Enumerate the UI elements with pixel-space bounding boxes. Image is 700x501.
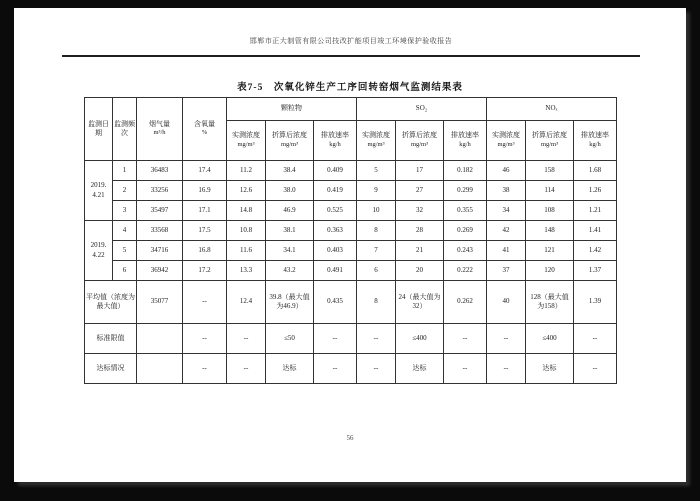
cell-so2-rate: 0.269 — [444, 221, 487, 241]
cell-pm-converted: 43.2 — [266, 261, 314, 281]
cell-so2-converted: 32 — [396, 201, 444, 221]
cell-pm-rate: 0.409 — [314, 161, 357, 181]
cell-pm-rate: 0.403 — [314, 241, 357, 261]
cell-nox-converted: 158 — [526, 161, 574, 181]
oxygen-unit: % — [201, 129, 208, 137]
cell-flue: 35497 — [137, 201, 183, 221]
cell-pm-rate: 0.363 — [314, 221, 357, 241]
cell-nox-measured: 41 — [487, 241, 526, 261]
subcol-nox-measured: 实测浓度 mg/m³ — [487, 121, 526, 161]
cell-oxygen: 17.2 — [183, 261, 227, 281]
header-row-groups — [85, 98, 617, 121]
cell-so2-converted: 24（最大值为32） — [396, 281, 444, 324]
cell-flue: 33568 — [137, 221, 183, 241]
cell-nox-measured: 46 — [487, 161, 526, 181]
table-title: 表7-5 次氧化锌生产工序回转窑烟气监测结果表 — [237, 83, 463, 93]
flue-gas-unit: m³/h — [153, 129, 166, 137]
cell-pm-measured: 10.8 — [227, 221, 266, 241]
cell-date-group-2: 2019. 4.22 — [85, 221, 113, 281]
cell-nox-measured: 40 — [487, 281, 526, 324]
cell-nox-converted: 121 — [526, 241, 574, 261]
cell-so2-measured: 5 — [357, 161, 396, 181]
cell-pm-rate: -- — [314, 324, 357, 354]
cell-nox-rate: 1.39 — [574, 281, 617, 324]
cell-so2-measured: -- — [357, 354, 396, 384]
cell-flue — [137, 324, 183, 354]
cell-flue: 35077 — [137, 281, 183, 324]
cell-so2-rate: 0.355 — [444, 201, 487, 221]
cell-pm-converted: 38.4 — [266, 161, 314, 181]
cell-pm-measured: 12.6 — [227, 181, 266, 201]
cell-nox-measured: 34 — [487, 201, 526, 221]
cell-pm-converted: 34.1 — [266, 241, 314, 261]
cell-pm-measured: 11.2 — [227, 161, 266, 181]
header-rule — [62, 55, 640, 57]
cell-nox-converted: ≤400 — [526, 324, 574, 354]
cell-frequency: 1 — [113, 161, 137, 181]
cell-pm-measured: 11.6 — [227, 241, 266, 261]
cell-nox-rate: -- — [574, 324, 617, 354]
subcol-pm-rate: 排放速率 kg/h — [314, 121, 357, 161]
standard-limit-row — [85, 324, 617, 354]
cell-oxygen: 17.4 — [183, 161, 227, 181]
subcol-pm-measured: 实测浓度 mg/m³ — [227, 121, 266, 161]
page-number: 56 — [346, 434, 354, 442]
cell-oxygen: -- — [183, 354, 227, 384]
compliance-label: 达标情况 — [85, 354, 137, 384]
cell-pm-measured: -- — [227, 324, 266, 354]
standard-label: 标准限值 — [85, 324, 137, 354]
cell-pm-rate: -- — [314, 354, 357, 384]
subcol-so2-measured: 实测浓度 mg/m³ — [357, 121, 396, 161]
cell-nox-rate: 1.26 — [574, 181, 617, 201]
cell-oxygen: 16.9 — [183, 181, 227, 201]
cell-date-group-1: 2019. 4.21 — [85, 161, 113, 221]
cell-pm-rate: 0.419 — [314, 181, 357, 201]
cell-oxygen: 17.1 — [183, 201, 227, 221]
cell-so2-measured: 6 — [357, 261, 396, 281]
cell-so2-rate: 0.222 — [444, 261, 487, 281]
col-header-oxygen — [183, 98, 227, 161]
group-header-nox: NOₓ — [487, 98, 617, 121]
cell-oxygen: 17.5 — [183, 221, 227, 241]
cell-frequency: 6 — [113, 261, 137, 281]
cell-oxygen: 16.8 — [183, 241, 227, 261]
cell-frequency: 5 — [113, 241, 137, 261]
cell-so2-measured: 8 — [357, 281, 396, 324]
cell-nox-rate: 1.21 — [574, 201, 617, 221]
table-row — [85, 221, 617, 241]
cell-so2-rate: -- — [444, 354, 487, 384]
cell-pm-converted: 达标 — [266, 354, 314, 384]
cell-nox-rate: 1.37 — [574, 261, 617, 281]
cell-nox-rate: 1.42 — [574, 241, 617, 261]
cell-nox-converted: 114 — [526, 181, 574, 201]
average-label: 平均值（浓度为最大值） — [85, 281, 137, 324]
cell-nox-measured: 42 — [487, 221, 526, 241]
cell-pm-rate: 0.435 — [314, 281, 357, 324]
cell-oxygen: -- — [183, 324, 227, 354]
cell-flue — [137, 354, 183, 384]
cell-nox-measured: 38 — [487, 181, 526, 201]
group-header-particulate: 颗粒物 — [227, 98, 357, 121]
cell-nox-converted: 108 — [526, 201, 574, 221]
cell-so2-measured: 10 — [357, 201, 396, 221]
cell-pm-measured: 13.3 — [227, 261, 266, 281]
cell-so2-rate: 0.299 — [444, 181, 487, 201]
cell-frequency: 3 — [113, 201, 137, 221]
cell-flue: 34716 — [137, 241, 183, 261]
table-row — [85, 241, 617, 261]
cell-pm-measured: -- — [227, 354, 266, 384]
cell-frequency: 4 — [113, 221, 137, 241]
oxygen-label: 含氧量 — [194, 119, 215, 128]
cell-flue: 33256 — [137, 181, 183, 201]
cell-flue: 36942 — [137, 261, 183, 281]
monitoring-results-table — [84, 97, 617, 384]
cell-so2-converted: ≤400 — [396, 324, 444, 354]
subcol-nox-converted: 折算后浓度 mg/m³ — [526, 121, 574, 161]
cell-so2-rate: 0.243 — [444, 241, 487, 261]
cell-frequency: 2 — [113, 181, 137, 201]
cell-pm-converted: 38.0 — [266, 181, 314, 201]
cell-pm-converted: ≤50 — [266, 324, 314, 354]
table-row — [85, 201, 617, 221]
table-row — [85, 261, 617, 281]
cell-so2-converted: 达标 — [396, 354, 444, 384]
document-page — [14, 8, 686, 482]
cell-so2-rate: 0.262 — [444, 281, 487, 324]
cell-pm-converted: 38.1 — [266, 221, 314, 241]
cell-pm-converted: 39.8（最大值为46.9） — [266, 281, 314, 324]
cell-so2-converted: 17 — [396, 161, 444, 181]
average-row — [85, 281, 617, 324]
subcol-pm-converted: 折算后浓度 mg/m³ — [266, 121, 314, 161]
cell-so2-measured: -- — [357, 324, 396, 354]
table-row — [85, 181, 617, 201]
cell-nox-rate: 1.41 — [574, 221, 617, 241]
cell-nox-rate: -- — [574, 354, 617, 384]
table-row — [85, 161, 617, 181]
subcol-so2-converted: 折算后浓度 mg/m³ — [396, 121, 444, 161]
cell-pm-rate: 0.491 — [314, 261, 357, 281]
cell-pm-measured: 12.4 — [227, 281, 266, 324]
cell-so2-rate: -- — [444, 324, 487, 354]
subcol-nox-rate: 排放速率 kg/h — [574, 121, 617, 161]
cell-nox-converted: 128（最大值为158） — [526, 281, 574, 324]
cell-flue: 36483 — [137, 161, 183, 181]
col-header-flue-gas — [137, 98, 183, 161]
compliance-row — [85, 354, 617, 384]
cell-oxygen: -- — [183, 281, 227, 324]
cell-nox-converted: 达标 — [526, 354, 574, 384]
cell-nox-measured: -- — [487, 324, 526, 354]
cell-nox-converted: 120 — [526, 261, 574, 281]
cell-so2-converted: 27 — [396, 181, 444, 201]
cell-pm-converted: 46.9 — [266, 201, 314, 221]
col-header-frequency: 监测频次 — [113, 98, 137, 161]
cell-nox-measured: -- — [487, 354, 526, 384]
subcol-so2-rate: 排放速率 kg/h — [444, 121, 487, 161]
cell-so2-rate: 0.182 — [444, 161, 487, 181]
cell-so2-measured: 7 — [357, 241, 396, 261]
cell-so2-converted: 28 — [396, 221, 444, 241]
flue-gas-label: 烟气量 — [149, 119, 170, 128]
cell-so2-measured: 9 — [357, 181, 396, 201]
cell-pm-rate: 0.525 — [314, 201, 357, 221]
cell-so2-measured: 8 — [357, 221, 396, 241]
cell-pm-measured: 14.8 — [227, 201, 266, 221]
cell-so2-converted: 20 — [396, 261, 444, 281]
cell-nox-measured: 37 — [487, 261, 526, 281]
col-header-date: 监测日期 — [85, 98, 113, 161]
cell-so2-converted: 21 — [396, 241, 444, 261]
document-header-title: 邯郸市正大制管有限公司技改扩能项目竣工环境保护验收报告 — [249, 37, 453, 45]
cell-nox-converted: 148 — [526, 221, 574, 241]
group-header-so2: SO₂ — [357, 98, 487, 121]
cell-nox-rate: 1.68 — [574, 161, 617, 181]
